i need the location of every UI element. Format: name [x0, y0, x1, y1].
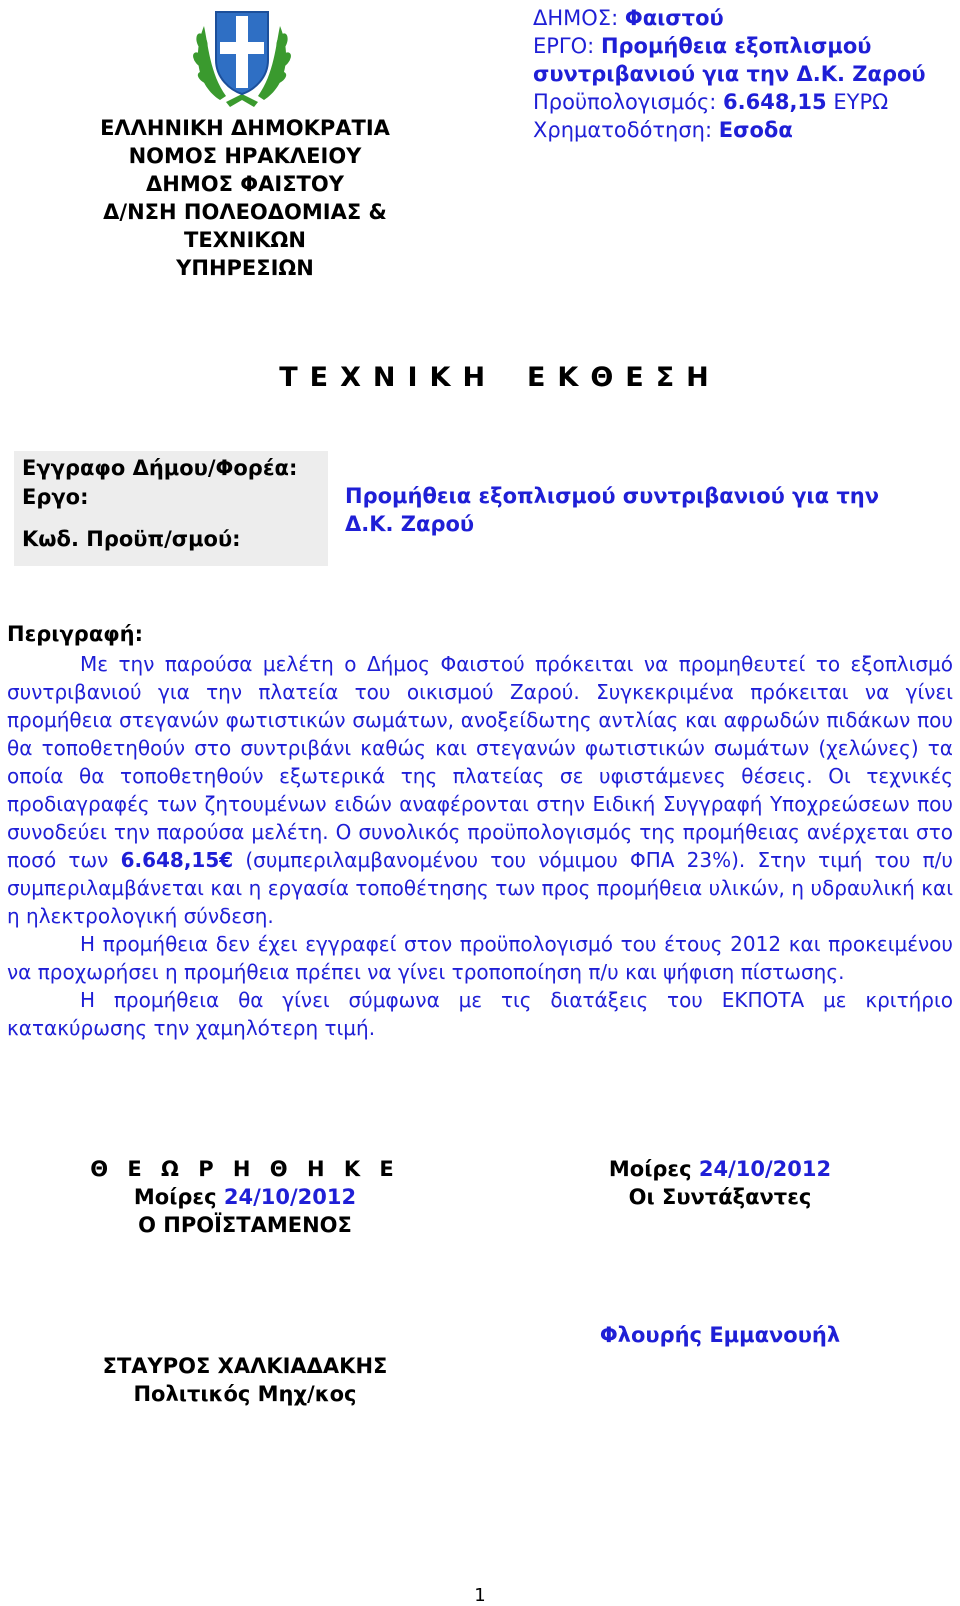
municipality-value: Φαιστού [624, 6, 724, 30]
doc-label: Εγγραφο Δήμου/Φορέα: [22, 456, 298, 480]
budget-label: Προϋπολογισμός: [533, 90, 717, 114]
project-field-value-line: Προμήθεια εξοπλισμού συντριβανιού για την [345, 484, 880, 508]
approval-date: 24/10/2012 [223, 1185, 357, 1209]
issuing-authority [40, 114, 450, 282]
title-word: ΕΚΘΕΣΗ [526, 362, 721, 393]
description-paragraph [7, 650, 953, 930]
description-label: Περιγραφή: [7, 622, 144, 646]
description-paragraph: Η προμήθεια δεν έχει εγγραφεί στον προϋπολογισμό του έτους 2012 και προκειμένου να προχωρήσει η προμήθεια πρέπει να γίνει τροποποίηση π/υ και ψήφιση πίστωσης. [7, 932, 953, 984]
approval-place: Μοίρες [133, 1185, 217, 1209]
budget-currency: ΕΥΡΩ [833, 90, 889, 114]
project-summary [533, 4, 926, 144]
authority-line: Δ/ΝΣΗ ΠΟΛΕΟΔΟΜΙΑΣ & ΤΕΧΝΙΚΩΝ [103, 200, 387, 252]
approval-role: Ο ΠΡΟΪΣΤΑΜΕΝΟΣ [138, 1213, 352, 1237]
authority-line: ΥΠΗΡΕΣΙΩΝ [176, 256, 314, 280]
municipality-label: ΔΗΜΟΣ: [533, 6, 619, 30]
project-label: ΕΡΓΟ: [533, 34, 595, 58]
description-text: (συμπεριλαμβανομένου του νόμιμου ΦΠΑ 23%). Στην τιμή του π/υ συμπεριλαμβάνεται και η εργασία τοποθέτησης των προς προμήθεια υλικών, η υδραυλική και η ηλεκτρολογική σύνδεση. [7, 848, 953, 928]
authors-block [555, 1155, 885, 1211]
document-title [0, 362, 960, 393]
authority-line: ΕΛΛΗΝΙΚΗ ΔΗΜΟΚΡΑΤΙΑ [100, 116, 390, 140]
approver-name: ΣΤΑΥΡΟΣ ΧΑΛΚΙΑΔΑΚΗΣ [102, 1354, 388, 1378]
approver-signature [90, 1352, 400, 1408]
project-field-value [345, 482, 945, 538]
author-name: Φλουρής Εμμανουήλ [599, 1323, 841, 1347]
title-word: ΤΕΧΝΙΚΗ [279, 362, 498, 393]
authority-line: ΔΗΜΟΣ ΦΑΙΣΤΟΥ [146, 172, 344, 196]
authors-role: Οι Συντάξαντες [628, 1185, 812, 1209]
description-paragraph: Η προμήθεια θα γίνει σύμφωνα με τις διατάξεις του ΕΚΠΟΤΑ με κριτήριο κατακύρωσης την χαμηλότερη τιμή. [7, 988, 953, 1040]
info-labels [22, 454, 297, 554]
approval-block [90, 1155, 400, 1239]
greek-coat-of-arms-icon [190, 4, 294, 110]
approver-title: Πολιτικός Μηχ/κος [133, 1382, 357, 1406]
description-text: Με την παρούσα μελέτη ο Δήμος Φαιστού πρόκειται να προμηθευτεί το εξοπλισμό συντριβανιού για την πλατεία του οικισμού Ζαρού. Συγκεκριμένα πρόκειται να γίνει προμήθεια στεγανών φωτιστικών σωμάτων, ανοξείδωτης αντλίας και αφρωδών πιδάκων που θα τοποθετηθούν στο συντριβάνι καθώς και στεγανών φωτιστικών σωμάτων (χελώνες) τα οποία θα τοποθετηθούν εξωτερικά της πλατείας σε υφιστάμενες θέσεις. Οι τεχνικές προδιαγραφές των ζητουμένων ειδών αναφέρονται στην Ειδική Συγγραφή Υποχρεώσεων που συνοδεύει την παρούσα μελέτη. Ο συνολικός προϋπολογισμός της προμήθειας ανέρχεται στο ποσό των [7, 652, 953, 872]
budget-code-label: Κωδ. Προϋπ/σμού: [22, 527, 241, 551]
project-value-continued: συντριβανιού για την Δ.Κ. Ζαρού [533, 62, 926, 86]
project-field-value-line: Δ.Κ. Ζαρού [345, 512, 475, 536]
page-number: 1 [474, 1585, 486, 1606]
budget-value: 6.648,15 [723, 90, 827, 114]
authors-place: Μοίρες [608, 1157, 692, 1181]
funding-label: Χρηματοδότηση: [533, 118, 713, 142]
description-body [7, 650, 953, 1042]
funding-value: Εσοδα [718, 118, 793, 142]
authority-line: ΝΟΜΟΣ ΗΡΑΚΛΕΙΟΥ [128, 144, 362, 168]
authors-date: 24/10/2012 [698, 1157, 832, 1181]
total-amount: 6.648,15€ [120, 848, 234, 872]
project-value: Προμήθεια εξοπλισμού [600, 34, 872, 58]
approval-heading: Θ Ε Ω Ρ Η Θ Η Κ Ε [90, 1157, 400, 1181]
project-field-label: Εργο: [22, 485, 89, 509]
